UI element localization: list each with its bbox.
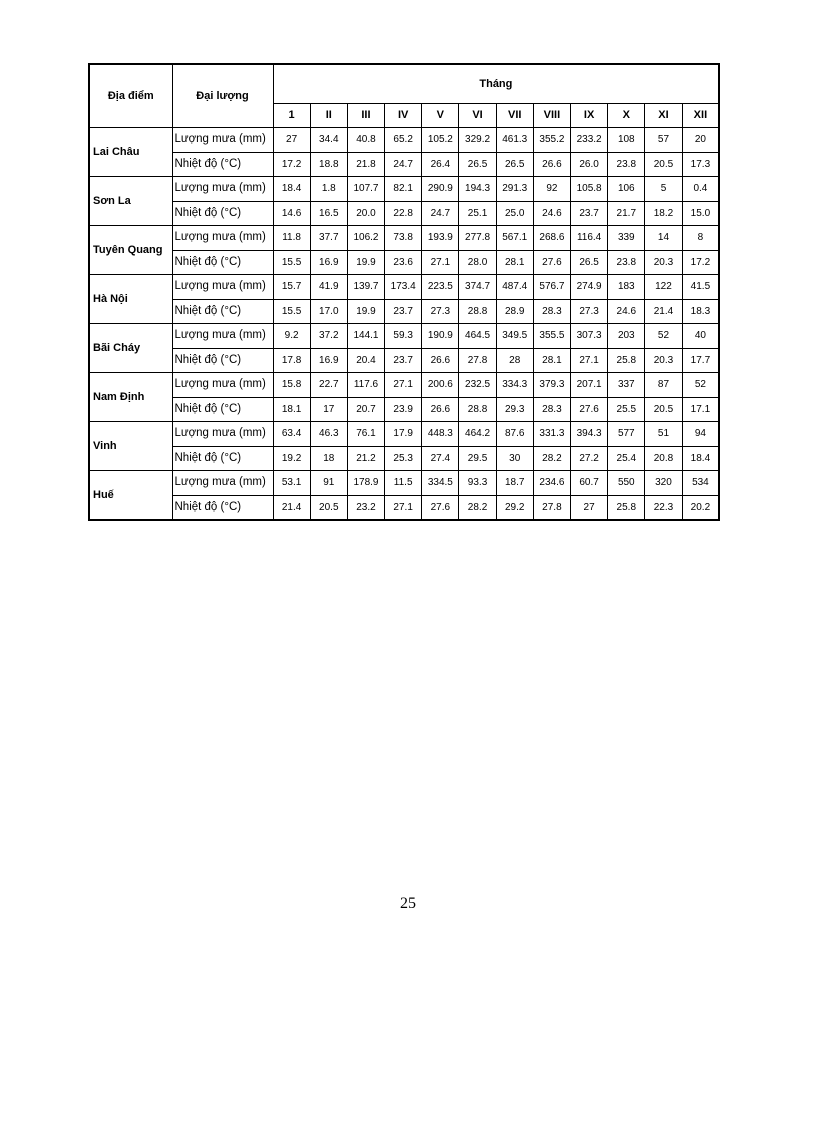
rain-value-cell: 15.8: [273, 373, 310, 398]
temp-value-cell: 23.7: [385, 299, 422, 324]
rain-value-cell: 5: [645, 177, 682, 202]
table-row: [89, 348, 719, 373]
rain-value-cell: 394.3: [571, 422, 608, 447]
temp-value-cell: 28.8: [459, 299, 496, 324]
rain-value-cell: 8: [682, 226, 719, 251]
temp-label-cell: Nhiệt độ (°C): [172, 397, 273, 422]
rain-value-cell: 207.1: [571, 373, 608, 398]
rain-value-cell: 17.9: [385, 422, 422, 447]
temp-value-cell: 28: [496, 348, 533, 373]
rain-value-cell: 329.2: [459, 128, 496, 153]
rain-value-cell: 57: [645, 128, 682, 153]
rain-label-cell: Lượng mưa (mm): [172, 422, 273, 447]
temp-value-cell: 27.3: [422, 299, 459, 324]
rain-value-cell: 11.5: [385, 471, 422, 496]
rain-value-cell: 320: [645, 471, 682, 496]
header-month: Tháng: [273, 64, 719, 104]
rain-value-cell: 277.8: [459, 226, 496, 251]
temp-value-cell: 16.5: [310, 201, 347, 226]
rain-value-cell: 233.2: [571, 128, 608, 153]
table-row: [89, 471, 719, 496]
temp-value-cell: 26.5: [496, 152, 533, 177]
temp-label-cell: Nhiệt độ (°C): [172, 250, 273, 275]
temp-value-cell: 27.6: [533, 250, 570, 275]
rain-value-cell: 18.7: [496, 471, 533, 496]
climate-table: [88, 63, 720, 521]
temp-value-cell: 28.2: [533, 446, 570, 471]
temp-value-cell: 30: [496, 446, 533, 471]
temp-value-cell: 17.1: [682, 397, 719, 422]
temp-value-cell: 14.6: [273, 201, 310, 226]
temp-value-cell: 28.3: [533, 299, 570, 324]
temp-value-cell: 19.9: [347, 299, 384, 324]
rain-value-cell: 60.7: [571, 471, 608, 496]
rain-value-cell: 576.7: [533, 275, 570, 300]
header-quantity: Đại lượng: [172, 64, 273, 128]
temp-value-cell: 23.6: [385, 250, 422, 275]
rain-value-cell: 52: [682, 373, 719, 398]
temp-value-cell: 24.6: [533, 201, 570, 226]
temp-value-cell: 28.2: [459, 495, 496, 520]
rain-value-cell: 92: [533, 177, 570, 202]
table-row: [89, 275, 719, 300]
rain-value-cell: 1.8: [310, 177, 347, 202]
temp-value-cell: 25.8: [608, 348, 645, 373]
temp-value-cell: 26.5: [571, 250, 608, 275]
rain-value-cell: 461.3: [496, 128, 533, 153]
temp-value-cell: 26.6: [422, 397, 459, 422]
month-header-cell: VI: [459, 104, 496, 128]
temp-value-cell: 27.2: [571, 446, 608, 471]
temp-value-cell: 21.7: [608, 201, 645, 226]
temp-value-cell: 23.8: [608, 152, 645, 177]
rain-value-cell: 34.4: [310, 128, 347, 153]
month-header-cell: 1: [273, 104, 310, 128]
temp-value-cell: 17.0: [310, 299, 347, 324]
rain-value-cell: 194.3: [459, 177, 496, 202]
temp-value-cell: 20.8: [645, 446, 682, 471]
temp-value-cell: 27.1: [571, 348, 608, 373]
table-row: [89, 128, 719, 153]
month-header-cell: X: [608, 104, 645, 128]
rain-value-cell: 200.6: [422, 373, 459, 398]
rain-label-cell: Lượng mưa (mm): [172, 128, 273, 153]
rain-value-cell: 374.7: [459, 275, 496, 300]
rain-value-cell: 355.2: [533, 128, 570, 153]
month-header-cell: III: [347, 104, 384, 128]
table-row: [89, 422, 719, 447]
rain-value-cell: 349.5: [496, 324, 533, 349]
rain-value-cell: 464.2: [459, 422, 496, 447]
rain-value-cell: 291.3: [496, 177, 533, 202]
rain-value-cell: 107.7: [347, 177, 384, 202]
rain-value-cell: 106: [608, 177, 645, 202]
temp-value-cell: 17.7: [682, 348, 719, 373]
temp-value-cell: 17.2: [273, 152, 310, 177]
rain-value-cell: 65.2: [385, 128, 422, 153]
temp-value-cell: 25.1: [459, 201, 496, 226]
rain-label-cell: Lượng mưa (mm): [172, 177, 273, 202]
temp-value-cell: 20.7: [347, 397, 384, 422]
temp-value-cell: 18.1: [273, 397, 310, 422]
rain-value-cell: 27: [273, 128, 310, 153]
temp-value-cell: 27.1: [385, 495, 422, 520]
temp-label-cell: Nhiệt độ (°C): [172, 201, 273, 226]
rain-value-cell: 91: [310, 471, 347, 496]
rain-value-cell: 355.5: [533, 324, 570, 349]
table-row: [89, 373, 719, 398]
temp-value-cell: 17: [310, 397, 347, 422]
temp-value-cell: 26.5: [459, 152, 496, 177]
temp-value-cell: 19.9: [347, 250, 384, 275]
rain-value-cell: 40: [682, 324, 719, 349]
rain-value-cell: 41.5: [682, 275, 719, 300]
rain-value-cell: 116.4: [571, 226, 608, 251]
climate-table-wrapper: [88, 63, 718, 521]
rain-value-cell: 203: [608, 324, 645, 349]
temp-value-cell: 16.9: [310, 250, 347, 275]
rain-value-cell: 87: [645, 373, 682, 398]
temp-value-cell: 20.3: [645, 348, 682, 373]
rain-value-cell: 20: [682, 128, 719, 153]
rain-value-cell: 22.7: [310, 373, 347, 398]
temp-value-cell: 25.3: [385, 446, 422, 471]
temp-value-cell: 15.5: [273, 250, 310, 275]
temp-value-cell: 25.5: [608, 397, 645, 422]
temp-value-cell: 29.2: [496, 495, 533, 520]
place-cell: Sơn La: [89, 177, 172, 226]
rain-value-cell: 73.8: [385, 226, 422, 251]
temp-value-cell: 23.7: [385, 348, 422, 373]
temp-label-cell: Nhiệt độ (°C): [172, 299, 273, 324]
table-row: [89, 324, 719, 349]
rain-value-cell: 223.5: [422, 275, 459, 300]
rain-value-cell: 178.9: [347, 471, 384, 496]
temp-value-cell: 27.6: [422, 495, 459, 520]
place-cell: Tuyên Quang: [89, 226, 172, 275]
page-number: 25: [400, 895, 416, 912]
rain-label-cell: Lượng mưa (mm): [172, 471, 273, 496]
rain-value-cell: 53.1: [273, 471, 310, 496]
table-row: [89, 299, 719, 324]
month-header-cell: VII: [496, 104, 533, 128]
rain-value-cell: 93.3: [459, 471, 496, 496]
rain-value-cell: 193.9: [422, 226, 459, 251]
rain-value-cell: 339: [608, 226, 645, 251]
temp-value-cell: 22.8: [385, 201, 422, 226]
temp-value-cell: 27.4: [422, 446, 459, 471]
temp-value-cell: 22.3: [645, 495, 682, 520]
rain-value-cell: 448.3: [422, 422, 459, 447]
month-header-cell: XI: [645, 104, 682, 128]
rain-value-cell: 9.2: [273, 324, 310, 349]
temp-value-cell: 18.4: [682, 446, 719, 471]
month-header-cell: IV: [385, 104, 422, 128]
rain-value-cell: 307.3: [571, 324, 608, 349]
rain-value-cell: 268.6: [533, 226, 570, 251]
rain-value-cell: 106.2: [347, 226, 384, 251]
rain-value-cell: 122: [645, 275, 682, 300]
temp-value-cell: 17.8: [273, 348, 310, 373]
table-body: [89, 128, 719, 521]
rain-value-cell: 274.9: [571, 275, 608, 300]
temp-value-cell: 27.8: [459, 348, 496, 373]
temp-value-cell: 15.0: [682, 201, 719, 226]
temp-value-cell: 23.2: [347, 495, 384, 520]
temp-value-cell: 20.2: [682, 495, 719, 520]
table-row: [89, 446, 719, 471]
temp-value-cell: 17.2: [682, 250, 719, 275]
place-cell: Lai Châu: [89, 128, 172, 177]
temp-value-cell: 20.5: [310, 495, 347, 520]
rain-value-cell: 334.3: [496, 373, 533, 398]
rain-value-cell: 173.4: [385, 275, 422, 300]
rain-value-cell: 139.7: [347, 275, 384, 300]
rain-value-cell: 290.9: [422, 177, 459, 202]
rain-value-cell: 234.6: [533, 471, 570, 496]
temp-value-cell: 28.3: [533, 397, 570, 422]
temp-value-cell: 19.2: [273, 446, 310, 471]
rain-value-cell: 52: [645, 324, 682, 349]
temp-value-cell: 29.5: [459, 446, 496, 471]
temp-value-cell: 27: [571, 495, 608, 520]
rain-value-cell: 337: [608, 373, 645, 398]
month-header-cell: II: [310, 104, 347, 128]
temp-value-cell: 16.9: [310, 348, 347, 373]
header-place: Địa điểm: [89, 64, 172, 128]
temp-value-cell: 28.8: [459, 397, 496, 422]
temp-value-cell: 26.4: [422, 152, 459, 177]
month-header-cell: V: [422, 104, 459, 128]
rain-value-cell: 94: [682, 422, 719, 447]
rain-value-cell: 14: [645, 226, 682, 251]
rain-value-cell: 567.1: [496, 226, 533, 251]
temp-label-cell: Nhiệt độ (°C): [172, 348, 273, 373]
temp-value-cell: 27.8: [533, 495, 570, 520]
temp-value-cell: 28.1: [533, 348, 570, 373]
rain-value-cell: 0.4: [682, 177, 719, 202]
rain-value-cell: 105.8: [571, 177, 608, 202]
temp-value-cell: 18.8: [310, 152, 347, 177]
table-row: [89, 152, 719, 177]
place-cell: Nam Định: [89, 373, 172, 422]
table-row: [89, 250, 719, 275]
temp-label-cell: Nhiệt độ (°C): [172, 446, 273, 471]
temp-value-cell: 23.9: [385, 397, 422, 422]
temp-value-cell: 27.1: [422, 250, 459, 275]
rain-value-cell: 87.6: [496, 422, 533, 447]
temp-value-cell: 18.3: [682, 299, 719, 324]
rain-value-cell: 117.6: [347, 373, 384, 398]
temp-value-cell: 17.3: [682, 152, 719, 177]
rain-value-cell: 487.4: [496, 275, 533, 300]
rain-value-cell: 40.8: [347, 128, 384, 153]
temp-value-cell: 15.5: [273, 299, 310, 324]
rain-value-cell: 82.1: [385, 177, 422, 202]
rain-value-cell: 331.3: [533, 422, 570, 447]
rain-value-cell: 550: [608, 471, 645, 496]
temp-value-cell: 24.7: [422, 201, 459, 226]
place-cell: Hà Nội: [89, 275, 172, 324]
temp-value-cell: 27.6: [571, 397, 608, 422]
table-row: [89, 397, 719, 422]
temp-value-cell: 23.7: [571, 201, 608, 226]
rain-value-cell: 51: [645, 422, 682, 447]
month-header-cell: VIII: [533, 104, 570, 128]
temp-value-cell: 21.4: [645, 299, 682, 324]
rain-value-cell: 37.2: [310, 324, 347, 349]
temp-value-cell: 24.7: [385, 152, 422, 177]
rain-value-cell: 41.9: [310, 275, 347, 300]
place-cell: Huế: [89, 471, 172, 521]
temp-value-cell: 20.5: [645, 152, 682, 177]
rain-value-cell: 105.2: [422, 128, 459, 153]
temp-value-cell: 28.1: [496, 250, 533, 275]
rain-value-cell: 46.3: [310, 422, 347, 447]
temp-label-cell: Nhiệt độ (°C): [172, 495, 273, 520]
rain-value-cell: 108: [608, 128, 645, 153]
table-row: [89, 177, 719, 202]
temp-value-cell: 18: [310, 446, 347, 471]
rain-value-cell: 334.5: [422, 471, 459, 496]
rain-value-cell: 18.4: [273, 177, 310, 202]
temp-value-cell: 25.8: [608, 495, 645, 520]
temp-label-cell: Nhiệt độ (°C): [172, 152, 273, 177]
temp-value-cell: 23.8: [608, 250, 645, 275]
rain-label-cell: Lượng mưa (mm): [172, 324, 273, 349]
place-cell: Bãi Cháy: [89, 324, 172, 373]
rain-value-cell: 190.9: [422, 324, 459, 349]
table-row: [89, 226, 719, 251]
place-cell: Vinh: [89, 422, 172, 471]
month-header-cell: IX: [571, 104, 608, 128]
rain-value-cell: 11.8: [273, 226, 310, 251]
temp-value-cell: 18.2: [645, 201, 682, 226]
rain-value-cell: 63.4: [273, 422, 310, 447]
rain-value-cell: 144.1: [347, 324, 384, 349]
temp-value-cell: 27.3: [571, 299, 608, 324]
temp-value-cell: 28.9: [496, 299, 533, 324]
rain-value-cell: 59.3: [385, 324, 422, 349]
temp-value-cell: 26.0: [571, 152, 608, 177]
table-row: [89, 201, 719, 226]
temp-value-cell: 21.4: [273, 495, 310, 520]
rain-value-cell: 577: [608, 422, 645, 447]
rain-value-cell: 37.7: [310, 226, 347, 251]
rain-value-cell: 379.3: [533, 373, 570, 398]
temp-value-cell: 20.3: [645, 250, 682, 275]
rain-value-cell: 76.1: [347, 422, 384, 447]
rain-value-cell: 464.5: [459, 324, 496, 349]
rain-value-cell: 183: [608, 275, 645, 300]
month-header-cell: XII: [682, 104, 719, 128]
rain-value-cell: 15.7: [273, 275, 310, 300]
rain-value-cell: 534: [682, 471, 719, 496]
temp-value-cell: 26.6: [533, 152, 570, 177]
rain-label-cell: Lượng mưa (mm): [172, 373, 273, 398]
temp-value-cell: 26.6: [422, 348, 459, 373]
temp-value-cell: 21.8: [347, 152, 384, 177]
table-row: [89, 495, 719, 520]
temp-value-cell: 25.4: [608, 446, 645, 471]
rain-value-cell: 27.1: [385, 373, 422, 398]
rain-value-cell: 232.5: [459, 373, 496, 398]
temp-value-cell: 20.0: [347, 201, 384, 226]
temp-value-cell: 25.0: [496, 201, 533, 226]
rain-label-cell: Lượng mưa (mm): [172, 275, 273, 300]
temp-value-cell: 29.3: [496, 397, 533, 422]
temp-value-cell: 24.6: [608, 299, 645, 324]
temp-value-cell: 20.4: [347, 348, 384, 373]
temp-value-cell: 20.5: [645, 397, 682, 422]
temp-value-cell: 28.0: [459, 250, 496, 275]
rain-label-cell: Lượng mưa (mm): [172, 226, 273, 251]
temp-value-cell: 21.2: [347, 446, 384, 471]
